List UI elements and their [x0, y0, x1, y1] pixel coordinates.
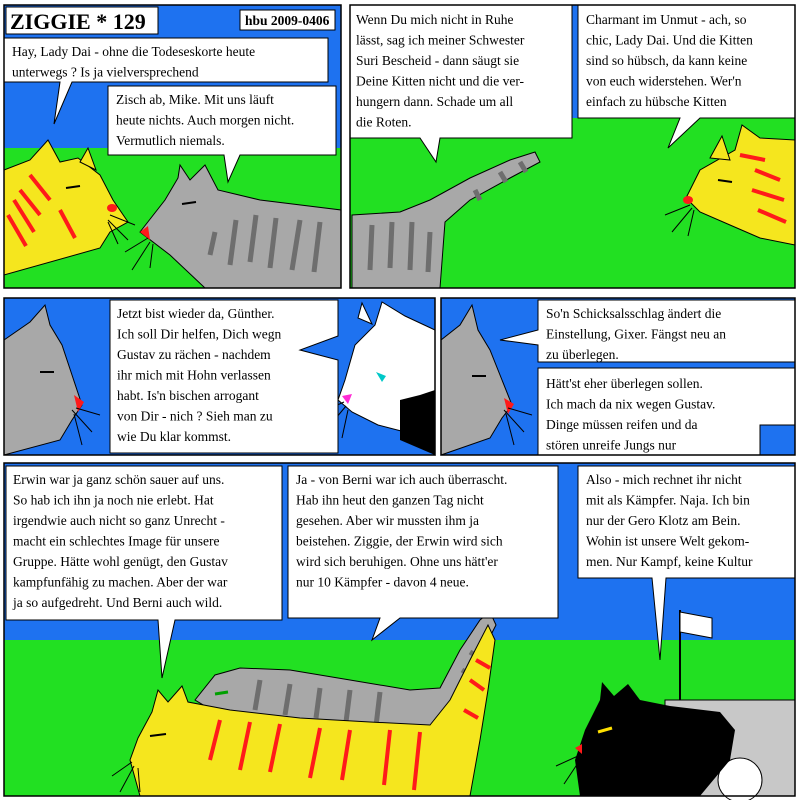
bubble-mike-greeting: Hay, Lady Dai - ohne die Todeseskorte heute unterwegs ? Is ja vielversprechend [12, 44, 256, 80]
bubble-gray-berni: Ja - von Berni war ich auch überrascht. Hab ihn heut den ganzen Tag nicht gesehen. Aber wir mussten ihm ja beistehen. Ziggie, der Erwin wird sich wird sich beruhigen. Ohne uns hätt'er nur 10 Kämpfer - davon 4 neue. [296, 472, 508, 590]
panel-1 [4, 5, 341, 288]
author-stamp: hbu 2009-0406 [245, 13, 330, 28]
bubble-mike-charm: Charmant im Unmut - ach, so chic, Lady Dai. Und die Kitten sind so hübsch, da kann keine von euch widerstehen. Wer'n einfach zu hübsche Kitten [586, 12, 753, 109]
bubble-gero-lament: Also - mich rechnet ihr nicht mit als Kämpfer. Naja. Ich bin nur der Gero Klotz am Bein. Wohin ist unsere Welt gekom- men. Nur Kampf, keine Kultur [586, 472, 753, 569]
bubble-dai-reply: Zisch ab, Mike. Mit uns läuft heute nichts. Auch morgen nicht. Vermutlich niemals. [116, 92, 295, 148]
bubble-gixer-refusal: Jetzt bist wieder da, Günther. Ich soll Dir helfen, Dich wegn Gustav zu rächen - nachdem ihr mich mit Hohn verlassen habt. Is'n bischen arrogant von Dir - nich ? Sieh man zu wie Du klar kommst. [117, 306, 282, 444]
panel-3 [4, 298, 435, 455]
bubble-guenther-fate: So'n Schicksalsschlag ändert die Einstellung, Gixer. Fängst neu an zu überlegen. [546, 306, 726, 362]
panel-5 [4, 463, 795, 800]
panel-2 [350, 5, 795, 288]
bubble-ziggie-erwin: Erwin war ja ganz schön sauer auf uns. So hab ich ihn ja noch nie erlebt. Hat irgendwie auch nicht so ganz Unrecht - macht ein schlechtes Image für unsere Gruppe. Hätte wohl genügt, den Gustav kampfunfähig zu machen. Aber der war ja so aufgedreht. Und Berni auch wild. [13, 472, 228, 610]
bubble-gixer-decline: Hätt'st eher überlegen sollen. Ich mach da nix wegen Gustav. Dinge müssen reifen und da stören unreife Jungs nur [546, 376, 716, 453]
panel-4 [441, 298, 795, 455]
bubble-dai-threat: Wenn Du mich nicht in Ruhe lässt, sag ich meiner Schwester Suri Bescheid - dann säugt sie Deine Kitten nicht und die ver- hungern dann. Schade um all die Roten. [356, 12, 525, 130]
comic-title: ZIGGIE * 129 [10, 9, 146, 34]
